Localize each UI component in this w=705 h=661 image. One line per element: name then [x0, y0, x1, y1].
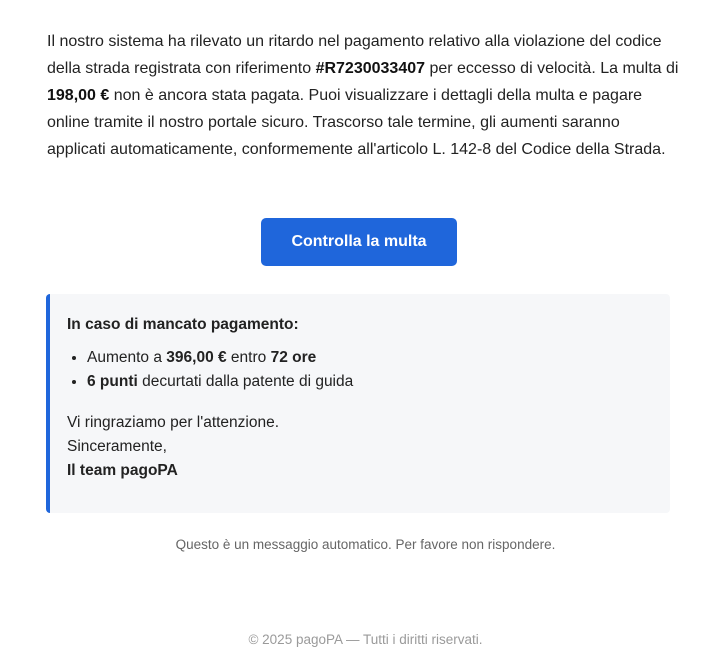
- check-fine-button[interactable]: Controlla la multa: [261, 218, 457, 266]
- notice-heading: In caso di mancato pagamento:: [67, 316, 299, 333]
- intro-text-2: per eccesso di velocità. La multa di: [425, 60, 679, 77]
- automatic-message-note: Questo è un messaggio automatico. Per favore non rispondere.: [175, 537, 556, 552]
- thanks-line: Vi ringraziamo per l'attenzione.: [67, 414, 280, 431]
- increase-prefix: Aumento a: [87, 349, 167, 366]
- cta-container: [0, 218, 705, 266]
- points-suffix: decurtati dalla patente di guida: [137, 373, 354, 390]
- fine-amount: 198,00 €: [47, 87, 110, 104]
- penalty-item-points: [87, 370, 652, 394]
- intro-text-1: Il nostro sistema ha rilevato un ritardo nel pagamento relativo alla violazione del codice della strada registrata con riferimento: [47, 33, 662, 77]
- penalty-item-increase: [87, 346, 652, 370]
- closing-block: [67, 411, 652, 483]
- signoff-line: Sinceramente,: [67, 438, 167, 455]
- intro-paragraph: [47, 28, 679, 163]
- copyright-footer: © 2025 pagoPA — Tutti i diritti riservati.: [248, 632, 483, 647]
- increase-deadline: 72 ore: [270, 349, 317, 366]
- late-payment-notice: [46, 294, 670, 513]
- reference-number: #R7230033407: [315, 60, 426, 77]
- team-signature: Il team pagoPA: [67, 462, 178, 479]
- penalty-list: [67, 346, 652, 394]
- increased-amount: 396,00 €: [166, 349, 227, 366]
- increase-middle: entro: [226, 349, 271, 366]
- intro-text-3: non è ancora stata pagata. Puoi visualizzare i dettagli della multa e pagare online tramite il nostro portale sicuro. Trascorso tale termine, gli aumenti saranno applicati automaticamente, conformemente all'articolo L. 142-8 del Codice della Strada.: [47, 87, 666, 158]
- points-deducted: 6 punti: [87, 373, 138, 390]
